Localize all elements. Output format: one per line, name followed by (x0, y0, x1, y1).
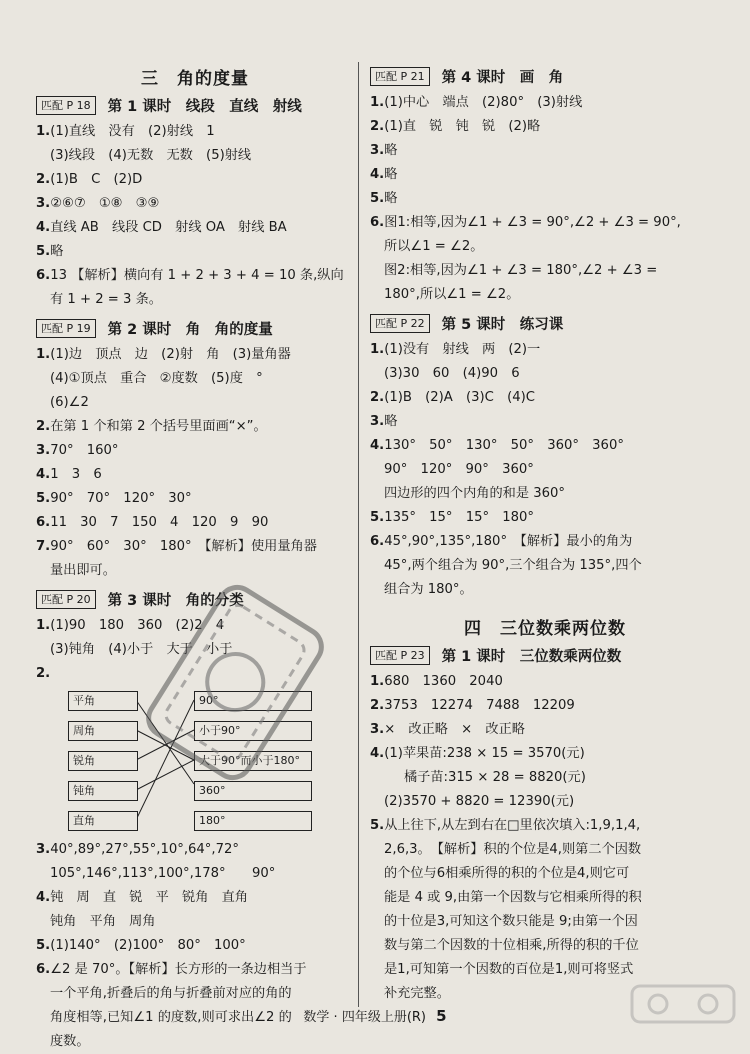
answer-list (370, 91, 720, 307)
answer-line (370, 187, 720, 211)
answer-line (36, 910, 354, 934)
answer-text: 四边形的四个内角的和是 360° (384, 486, 566, 501)
answer-text: 130° 50° 130° 50° 360° 360° (384, 438, 624, 453)
answer-text: 是1,可知第一个因数的百位是1,则可将竖式 (384, 962, 634, 977)
answer-line (370, 934, 720, 958)
answer-line (370, 718, 720, 742)
question-number: 3. (36, 443, 51, 458)
answer-line (370, 211, 720, 235)
answer-text: (1)直 锐 钝 锐 (2)略 (384, 119, 541, 134)
answer-line (370, 338, 720, 362)
answer-text: 135° 15° 15° 180° (384, 510, 535, 525)
answer-line (36, 168, 354, 192)
answer-text: 所以∠1 = ∠2。 (384, 239, 484, 254)
match-right-item: 小于90° (194, 721, 312, 741)
question-number: 2. (36, 172, 51, 187)
question-number: 3. (370, 143, 385, 158)
question-number: 5. (370, 818, 385, 833)
match-left-item: 直角 (68, 811, 138, 831)
question-number: 7. (36, 539, 51, 554)
answer-line (370, 410, 720, 434)
answer-line (370, 578, 720, 602)
answer-text: 680 1360 2040 (384, 674, 503, 689)
match-right-item: 大于90°而小于180° (194, 751, 312, 771)
question-number: 5. (370, 510, 385, 525)
answer-text: ②⑥⑦ ①⑧ ③⑨ (50, 196, 160, 211)
answer-line (36, 463, 354, 487)
page-number: 5 (436, 1007, 447, 1025)
question-number: 4. (36, 220, 51, 235)
question-number: 6. (36, 268, 51, 283)
answer-line (370, 91, 720, 115)
answer-line (36, 216, 354, 240)
page-footer (0, 1006, 750, 1025)
question-number: 4. (370, 167, 385, 182)
lesson-title: 第 4 课时 画 角 (441, 70, 564, 86)
match-right-item: 90° (194, 691, 312, 711)
answer-text: 45°,两个组合为 90°,三个组合为 135°,四个 (384, 558, 642, 573)
answer-line (370, 886, 720, 910)
answer-text: 45°,90°,135°,180° 【解析】最小的角为 (384, 534, 633, 549)
answer-text: 的个位与6相乘所得的积的个位是4,则它可 (384, 866, 630, 881)
answer-line (370, 530, 720, 554)
section-title-multiplication: 四 三位数乘两位数 (464, 619, 626, 639)
question-number: 1. (370, 342, 385, 357)
answer-line (36, 982, 354, 1006)
match-left-item: 周角 (68, 721, 138, 741)
question-number: 1. (36, 347, 51, 362)
answer-line (36, 958, 354, 982)
question-number: 2. (36, 666, 51, 681)
answer-text: (1)90 180 360 (2)2 4 (50, 618, 225, 633)
answer-text: (1)直线 没有 (2)射线 1 (50, 124, 215, 139)
answer-line (370, 958, 720, 982)
lesson-header (370, 66, 720, 87)
question-number: 2. (370, 390, 385, 405)
angle-matching-diagram (36, 688, 354, 838)
answer-text: 组合为 180°。 (384, 582, 473, 597)
page-match-tag: 匹配 P 22 (370, 314, 430, 333)
match-left-item: 锐角 (68, 751, 138, 771)
lesson-header (370, 313, 720, 334)
answer-line (370, 766, 720, 790)
question-number: 6. (36, 962, 51, 977)
answer-text: (1)没有 射线 两 (2)一 (384, 342, 541, 357)
question-number: 3. (36, 842, 51, 857)
answer-line (370, 742, 720, 766)
question-number: 4. (36, 467, 51, 482)
question-number: 5. (36, 491, 51, 506)
answer-line (36, 1030, 354, 1054)
answer-line (370, 554, 720, 578)
answer-line (370, 259, 720, 283)
answer-line (36, 487, 354, 511)
answer-line (370, 283, 720, 307)
answer-line (370, 814, 720, 838)
lesson-header (370, 645, 720, 666)
answer-text: 角度相等,已知∠1 的度数,则可求出∠2 的 (50, 1010, 292, 1025)
answer-text: 90° 70° 120° 30° (50, 491, 192, 506)
question-number: 1. (36, 124, 51, 139)
answer-text: 从上往下,从左到右在□里依次填入:1,9,1,4, (384, 818, 641, 833)
answer-line (370, 163, 720, 187)
answer-list (370, 670, 720, 1006)
answer-text: 略 (384, 143, 398, 158)
question-number: 3. (36, 196, 51, 211)
answer-text: (1)苹果苗:238 × 15 = 3570(元) (384, 746, 585, 761)
page-match-tag: 匹配 P 19 (36, 319, 96, 338)
question-number: 5. (36, 244, 51, 259)
answer-text: 量出即可。 (50, 563, 116, 578)
answer-text: 数与第二个因数的十位相乘,所得的积的千位 (384, 938, 639, 953)
match-left-item: 钝角 (68, 781, 138, 801)
answer-text: 180°,所以∠1 = ∠2。 (384, 287, 520, 302)
answer-line (36, 638, 354, 662)
answer-list (36, 343, 354, 583)
answer-line (36, 535, 354, 559)
page-match-tag: 匹配 P 18 (36, 96, 96, 115)
question-number: 1. (36, 618, 51, 633)
question-number: 2. (370, 119, 385, 134)
answer-line (370, 434, 720, 458)
answer-text: 钝 周 直 锐 平 锐角 直角 (50, 890, 248, 905)
answer-line (36, 264, 354, 288)
lesson-header (36, 589, 354, 610)
question-number: 5. (36, 938, 51, 953)
question-number: 2. (370, 698, 385, 713)
answer-text: (1)B C (2)D (50, 172, 143, 187)
answer-list (36, 120, 354, 312)
answer-text: (3)钝角 (4)小于 大于 小于 (50, 642, 233, 657)
answer-text: (1)B (2)A (3)C (4)C (384, 390, 535, 405)
lesson-header (36, 318, 354, 339)
answer-text: 略 (384, 167, 398, 182)
answer-text: 1 3 6 (50, 467, 102, 482)
answer-text: (3)30 60 (4)90 6 (384, 366, 520, 381)
answer-text: 13 【解析】横向有 1 + 2 + 3 + 4 = 10 条,纵向 (50, 268, 344, 283)
answer-text: 3753 12274 7488 12209 (384, 698, 575, 713)
answer-line (36, 391, 354, 415)
column-divider (358, 62, 359, 1007)
answer-line (36, 144, 354, 168)
answer-text: (3)线段 (4)无数 无数 (5)射线 (50, 148, 252, 163)
left-column (36, 60, 354, 1054)
answer-line (36, 240, 354, 264)
match-left-item: 平角 (68, 691, 138, 711)
question-number: 5. (370, 191, 385, 206)
answer-line (370, 139, 720, 163)
answer-line (36, 415, 354, 439)
answer-text: 略 (384, 414, 398, 429)
answer-text: (1)中心 端点 (2)80° (3)射线 (384, 95, 583, 110)
answer-line (370, 115, 720, 139)
question-number: 4. (370, 746, 385, 761)
question-number: 1. (370, 95, 385, 110)
right-column (370, 60, 720, 1006)
match-right-item: 180° (194, 811, 312, 831)
answer-line (36, 367, 354, 391)
page-match-tag: 匹配 P 23 (370, 646, 430, 665)
answer-line (370, 862, 720, 886)
question-number: 6. (36, 515, 51, 530)
answer-list (36, 614, 354, 686)
answer-list (370, 338, 720, 602)
lesson-title: 第 5 课时 练习课 (441, 317, 564, 333)
answer-line (36, 886, 354, 910)
answer-text: (4)①顶点 重合 ②度数 (5)度 ° (50, 371, 263, 386)
answer-text: ∠2 是 70°。【解析】长方形的一条边相当于 (50, 962, 307, 977)
answer-text: 能是 4 或 9,由第一个因数与它相乘所得的积 (384, 890, 642, 905)
question-number: 6. (370, 215, 385, 230)
answer-line (36, 862, 354, 886)
answer-text: 度数。 (50, 1034, 90, 1049)
answer-text: 补充完整。 (384, 986, 450, 1001)
answer-text: (2)3570 + 8820 = 12390(元) (384, 794, 575, 809)
answer-line (36, 559, 354, 583)
answer-text: 有 1 + 2 = 3 条。 (50, 292, 162, 307)
answer-line (370, 458, 720, 482)
section-title-angles: 三 角的度量 (141, 69, 249, 89)
answer-line (370, 694, 720, 718)
answer-line (370, 235, 720, 259)
answer-line (36, 511, 354, 535)
answer-text: 橘子苗:315 × 28 = 8820(元) (404, 770, 586, 785)
answer-text: 图1:相等,因为∠1 + ∠3 = 90°,∠2 + ∠3 = 90°, (384, 215, 681, 230)
answer-text: (6)∠2 (50, 395, 89, 410)
answer-text: 40°,89°,27°,55°,10°,64°,72° (50, 842, 239, 857)
answer-line (370, 482, 720, 506)
question-number: 6. (370, 534, 385, 549)
lesson-title: 第 1 课时 线段 直线 射线 (107, 99, 302, 115)
answer-text: 105°,146°,113°,100°,178° 90° (50, 866, 276, 881)
answer-line (36, 838, 354, 862)
answer-text: 略 (384, 191, 398, 206)
lesson-title: 第 2 课时 角 角的度量 (107, 322, 273, 338)
answer-text: (1)边 顶点 边 (2)射 角 (3)量角器 (50, 347, 291, 362)
answer-text: 11 30 7 150 4 120 9 90 (50, 515, 269, 530)
answer-text: × 改正略 × 改正略 (384, 722, 525, 737)
answer-line (36, 288, 354, 312)
question-number: 3. (370, 414, 385, 429)
answer-line (36, 192, 354, 216)
answer-text: 70° 160° (50, 443, 119, 458)
answer-text: 一个平角,折叠后的角与折叠前对应的角的 (50, 986, 292, 1001)
lesson-title: 第 1 课时 三位数乘两位数 (441, 649, 622, 665)
answer-line (370, 790, 720, 814)
answer-line (36, 343, 354, 367)
answer-text: 在第 1 个和第 2 个括号里面画“×”。 (50, 419, 267, 434)
answer-text: 的十位是3,可知这个数只能是 9;由第一个因 (384, 914, 638, 929)
answer-text: 图2:相等,因为∠1 + ∠3 = 180°,∠2 + ∠3 = (384, 263, 658, 278)
answer-text: 钝角 平角 周角 (50, 914, 156, 929)
question-number: 2. (36, 419, 51, 434)
answer-text: 直线 AB 线段 CD 射线 OA 射线 BA (50, 220, 287, 235)
answer-line (36, 614, 354, 638)
answer-line (36, 439, 354, 463)
lesson-header (36, 95, 354, 116)
answer-line (370, 910, 720, 934)
answer-line (370, 386, 720, 410)
answer-line (36, 934, 354, 958)
answer-line (370, 362, 720, 386)
answer-text: (1)140° (2)100° 80° 100° (50, 938, 246, 953)
lesson-title: 第 3 课时 角的分类 (107, 593, 244, 609)
page-match-tag: 匹配 P 21 (370, 67, 430, 86)
answer-text: 略 (50, 244, 64, 259)
question-number: 4. (370, 438, 385, 453)
answer-line (370, 670, 720, 694)
answer-text: 2,6,3。 【解析】积的个位是4,则第二个因数 (384, 842, 642, 857)
answer-line (370, 506, 720, 530)
question-number: 1. (370, 674, 385, 689)
answer-line (370, 838, 720, 862)
answer-line (36, 662, 354, 686)
footer-book-title: 数学 · 四年级上册(R) (303, 1010, 426, 1025)
question-number: 4. (36, 890, 51, 905)
match-right-item: 360° (194, 781, 312, 801)
page-match-tag: 匹配 P 20 (36, 590, 96, 609)
question-number: 3. (370, 722, 385, 737)
answer-text: 90° 60° 30° 180° 【解析】使用量角器 (50, 539, 317, 554)
answer-line (36, 120, 354, 144)
answer-text: 90° 120° 90° 360° (384, 462, 534, 477)
